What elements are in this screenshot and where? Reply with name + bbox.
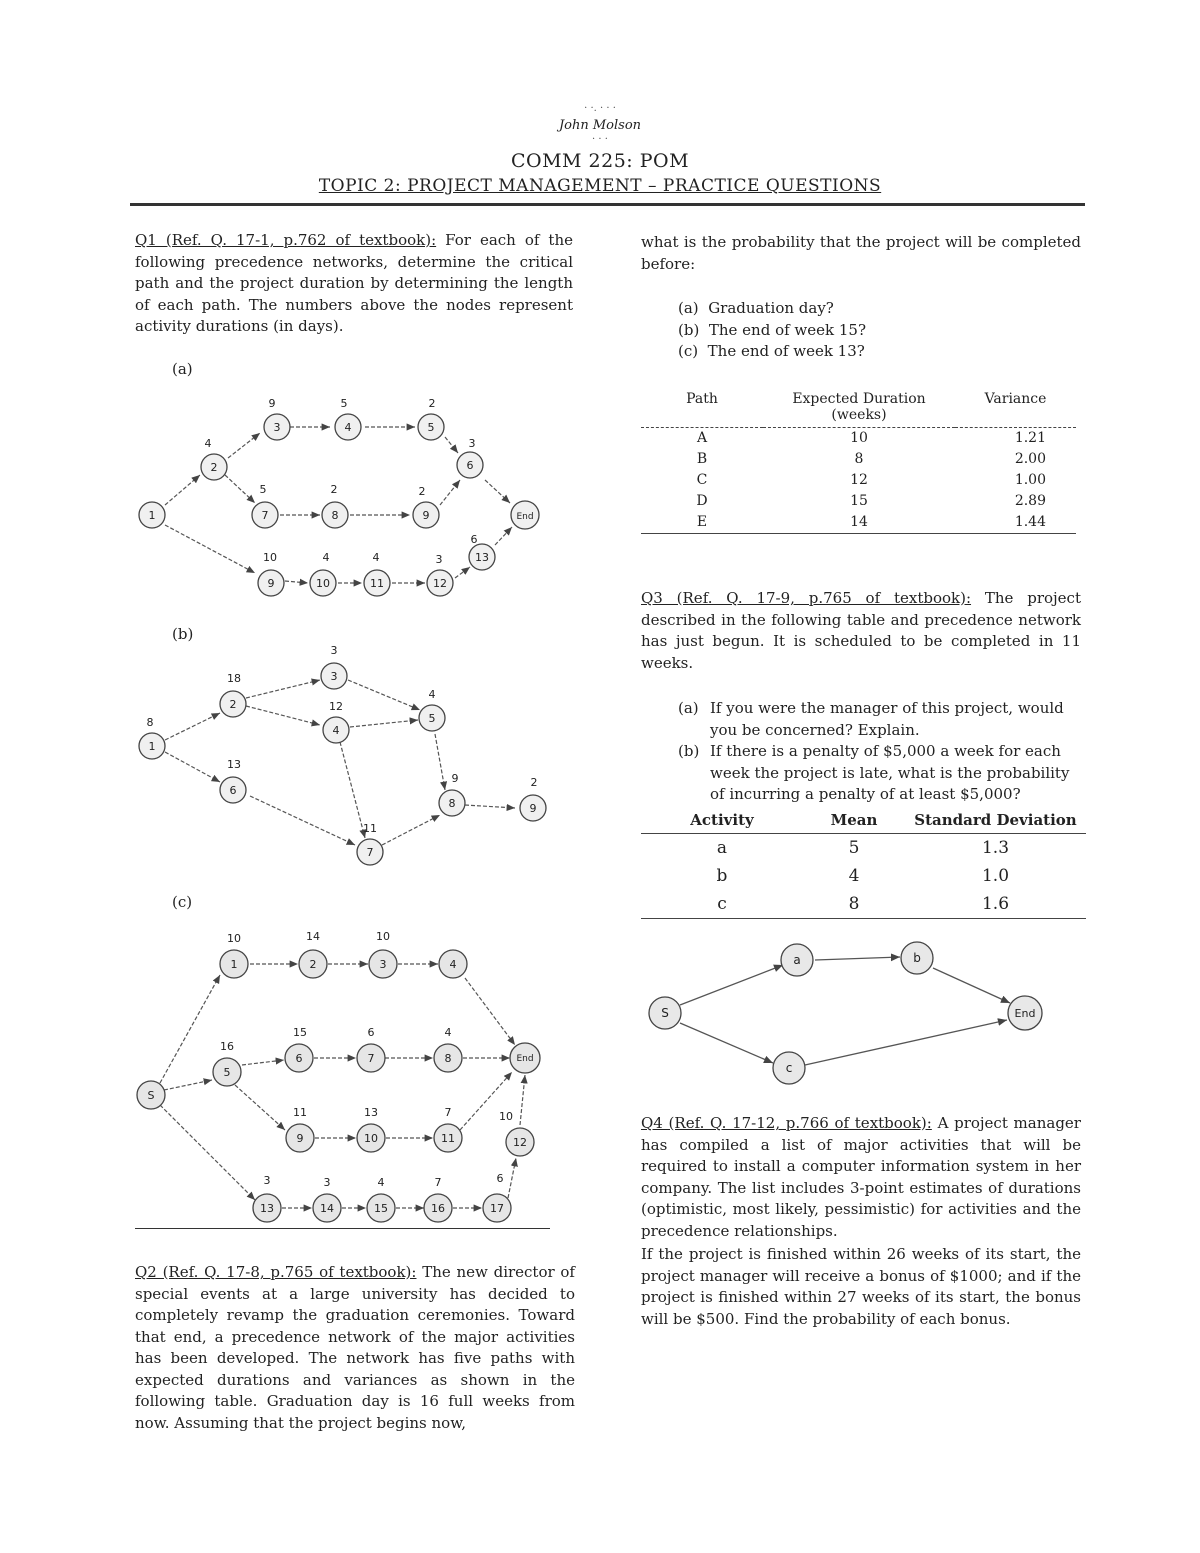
dur-b-7: 11 bbox=[363, 822, 377, 835]
dur-c-12: 10 bbox=[499, 1110, 513, 1123]
dur-a-2: 4 bbox=[204, 437, 212, 450]
dur-a-14: 6 bbox=[470, 533, 478, 546]
table-row: E 14 1.44 bbox=[641, 512, 1076, 534]
table-row: B 8 2.00 bbox=[696, 451, 1046, 467]
node-c-3: 3 bbox=[379, 958, 387, 971]
q1-label-a: (a) bbox=[172, 360, 193, 378]
dur-a-7: 5 bbox=[259, 483, 267, 496]
dur-c-3: 10 bbox=[376, 930, 390, 943]
dur-b-8: 9 bbox=[451, 772, 459, 785]
node-c-8: 8 bbox=[444, 1052, 452, 1065]
node-c-16: 16 bbox=[431, 1202, 445, 1215]
q3-paragraph bbox=[641, 588, 1081, 674]
q3-col-activity: Activity bbox=[690, 811, 754, 829]
node-a-13: 12 bbox=[433, 577, 447, 590]
table-row: C 12 1.00 bbox=[696, 472, 1046, 488]
network-c bbox=[120, 920, 560, 1230]
q2-paragraph bbox=[135, 1262, 575, 1434]
q3-node-a: a bbox=[793, 953, 801, 967]
q1-paragraph bbox=[135, 230, 573, 338]
q4-ref: Q4 (Ref. Q. 17-12, p.766 of textbook): bbox=[641, 1114, 932, 1132]
table-row: A 10 1.21 bbox=[696, 430, 1046, 446]
q2-col-variance: Variance bbox=[984, 391, 1047, 407]
node-b-5: 5 bbox=[428, 712, 436, 725]
q1-divider bbox=[135, 1228, 550, 1229]
dur-c-17: 6 bbox=[496, 1172, 504, 1185]
q2-continued: what is the probability that the project will be completed before: bbox=[641, 233, 1081, 273]
dur-b-4: 12 bbox=[329, 700, 343, 713]
q3-text: The project described in the following table and precedence network has just begun. It is scheduled to be completed in 11 weeks. bbox=[641, 589, 1081, 672]
q3-items bbox=[678, 698, 1083, 806]
node-c-14: 14 bbox=[320, 1202, 334, 1215]
q3-col-sd: Standard Deviation bbox=[914, 811, 1077, 829]
q3-node-end: End bbox=[1014, 1007, 1036, 1020]
dur-b-6: 13 bbox=[227, 758, 241, 771]
node-b-8: 8 bbox=[448, 797, 456, 810]
q4-text: A project manager has compiled a list of major activities that will be required to install a computer information system in her company. The list includes 3-point estimates of durations (optimistic, most likely, pessimistic) for activities and the precedence relationships. bbox=[641, 1114, 1081, 1240]
q2-item-c: (c) The end of week 13? bbox=[678, 342, 865, 360]
dur-a-11: 4 bbox=[322, 551, 330, 564]
dur-c-15: 4 bbox=[377, 1176, 385, 1189]
q3-network bbox=[635, 935, 1055, 1095]
q3-node-b: b bbox=[913, 951, 921, 965]
node-c-7: 7 bbox=[367, 1052, 375, 1065]
dur-c-5: 16 bbox=[220, 1040, 234, 1053]
node-a-11: 10 bbox=[316, 577, 330, 590]
q4-bonus-paragraph: If the project is finished within 26 weeks of its start, the project manager will receive a bonus of $1000; and if the project is finished within 27 weeks of its start, the bonus will be $500. Find the probability of each bonus. bbox=[641, 1245, 1081, 1328]
node-a-1: 1 bbox=[148, 509, 156, 522]
dur-a-10: 10 bbox=[263, 551, 277, 564]
node-b-6: 6 bbox=[229, 784, 237, 797]
school-line-1: · ·. · · · bbox=[584, 103, 616, 114]
node-c-10: 10 bbox=[364, 1132, 378, 1145]
header-divider bbox=[130, 203, 1085, 206]
dur-b-1: 8 bbox=[146, 716, 154, 729]
dur-a-6: 3 bbox=[468, 437, 476, 450]
dur-a-4: 5 bbox=[340, 397, 348, 410]
q3-col-mean: Mean bbox=[830, 811, 878, 829]
school-logo: John Molson bbox=[558, 118, 642, 133]
dur-c-1: 10 bbox=[227, 932, 241, 945]
dur-b-3: 3 bbox=[330, 644, 338, 657]
node-c-11: 11 bbox=[441, 1132, 455, 1145]
dur-c-14: 3 bbox=[323, 1176, 331, 1189]
q3-node-c: c bbox=[785, 1061, 793, 1075]
course-title: COMM 225: POM bbox=[510, 150, 690, 172]
q1-label-b: (b) bbox=[172, 625, 194, 643]
table-row: c 8 1.6 bbox=[641, 890, 1086, 919]
node-c-6: 6 bbox=[295, 1052, 303, 1065]
node-c-17: 17 bbox=[490, 1202, 504, 1215]
dur-c-10: 13 bbox=[364, 1106, 378, 1119]
node-c-15: 15 bbox=[374, 1202, 388, 1215]
dur-b-9: 2 bbox=[530, 776, 538, 789]
node-a-10: 9 bbox=[267, 577, 275, 590]
dur-c-8: 4 bbox=[444, 1026, 452, 1039]
dur-c-2: 14 bbox=[306, 930, 320, 943]
node-b-4: 4 bbox=[332, 724, 340, 737]
table-row: b 4 1.0 bbox=[716, 866, 1010, 886]
node-c-13: 13 bbox=[260, 1202, 274, 1215]
q2-col-path: Path bbox=[686, 391, 718, 407]
q2-text: The new director of special events at a large university has decided to completely revamp the graduation ceremonies. Toward that end, a precedence network of the major activities has been developed. The network has five paths with expected durations and variances as shown in the following table. Graduation day is 16 full weeks from now. Assuming that the project begins now, bbox=[135, 1263, 575, 1432]
dur-c-9: 11 bbox=[293, 1106, 307, 1119]
q2-items bbox=[678, 298, 1078, 363]
node-a-3: 3 bbox=[273, 421, 281, 434]
node-a-6: 6 bbox=[466, 459, 474, 472]
node-c-9: 9 bbox=[296, 1132, 304, 1145]
network-b bbox=[120, 640, 560, 875]
q1-ref: Q1 (Ref. Q. 17-1, p.762 of textbook): bbox=[135, 231, 437, 249]
dur-a-3: 9 bbox=[268, 397, 276, 410]
node-b-9: 9 bbox=[529, 802, 537, 815]
dur-c-16: 7 bbox=[434, 1176, 442, 1189]
dur-a-5: 2 bbox=[428, 397, 436, 410]
node-a-4: 4 bbox=[344, 421, 352, 434]
q1-text: For each of the following precedence networks, determine the critical path and the project duration by determining the length of each path. The numbers above the nodes represent activity durations (in days). bbox=[135, 231, 573, 335]
dur-a-12: 4 bbox=[372, 551, 380, 564]
dur-c-7: 6 bbox=[367, 1026, 375, 1039]
dur-c-11: 7 bbox=[444, 1106, 452, 1119]
dur-b-5: 4 bbox=[428, 688, 436, 701]
q4-paragraph bbox=[641, 1113, 1081, 1242]
node-c-s: S bbox=[147, 1089, 155, 1102]
q3-ref: Q3 (Ref. Q. 17-9, p.765 of textbook): bbox=[641, 589, 972, 607]
q2-path-table bbox=[641, 390, 1076, 534]
q3-item-a: (a) If you were the manager of this project, would you be concerned? Explain. bbox=[678, 699, 1064, 739]
q3-item-b: (b) If there is a penalty of $5,000 a week for each week the project is late, what is the probability of incurring a penalty of at least $5,000? bbox=[678, 742, 1070, 803]
table-row: a 5 1.3 bbox=[716, 838, 1010, 858]
q2-item-a: (a) Graduation day? bbox=[678, 299, 834, 317]
dur-c-13: 3 bbox=[263, 1174, 271, 1187]
node-c-4: 4 bbox=[449, 958, 457, 971]
node-a-7: 7 bbox=[261, 509, 269, 522]
school-line-2: · · · bbox=[592, 134, 608, 145]
node-b-2: 2 bbox=[229, 698, 237, 711]
node-a-8: 8 bbox=[331, 509, 339, 522]
node-a-14: 13 bbox=[475, 551, 489, 564]
node-a-2: 2 bbox=[210, 461, 218, 474]
dur-b-2: 18 bbox=[227, 672, 241, 685]
node-b-7: 7 bbox=[366, 846, 374, 859]
q2-col-duration: Expected Duration (weeks) bbox=[792, 391, 926, 423]
topic-title: TOPIC 2: PROJECT MANAGEMENT – PRACTICE QUESTIONS bbox=[318, 176, 882, 196]
node-c-5: 5 bbox=[223, 1066, 231, 1079]
network-a bbox=[120, 385, 560, 615]
q2-ref: Q2 (Ref. Q. 17-8, p.765 of textbook): bbox=[135, 1263, 417, 1281]
node-c-1: 1 bbox=[230, 958, 238, 971]
q3-node-s: S bbox=[661, 1006, 669, 1020]
q2-item-b: (b) The end of week 15? bbox=[678, 320, 867, 339]
node-c-end: End bbox=[516, 1054, 534, 1064]
dur-c-6: 15 bbox=[293, 1026, 307, 1039]
node-b-1: 1 bbox=[148, 740, 156, 753]
node-c-12: 12 bbox=[513, 1136, 527, 1149]
node-b-3: 3 bbox=[330, 670, 338, 683]
dur-a-13: 3 bbox=[435, 553, 443, 566]
node-a-end: End bbox=[516, 512, 534, 522]
table-row: D 15 2.89 bbox=[696, 493, 1046, 509]
q3-activity-table bbox=[641, 810, 1086, 919]
q1-label-c: (c) bbox=[172, 893, 193, 911]
node-c-2: 2 bbox=[309, 958, 317, 971]
dur-a-8: 2 bbox=[330, 483, 338, 496]
node-a-9: 9 bbox=[422, 509, 430, 522]
node-a-12: 11 bbox=[370, 577, 384, 590]
node-a-5: 5 bbox=[427, 421, 435, 434]
dur-a-9: 2 bbox=[418, 485, 426, 498]
